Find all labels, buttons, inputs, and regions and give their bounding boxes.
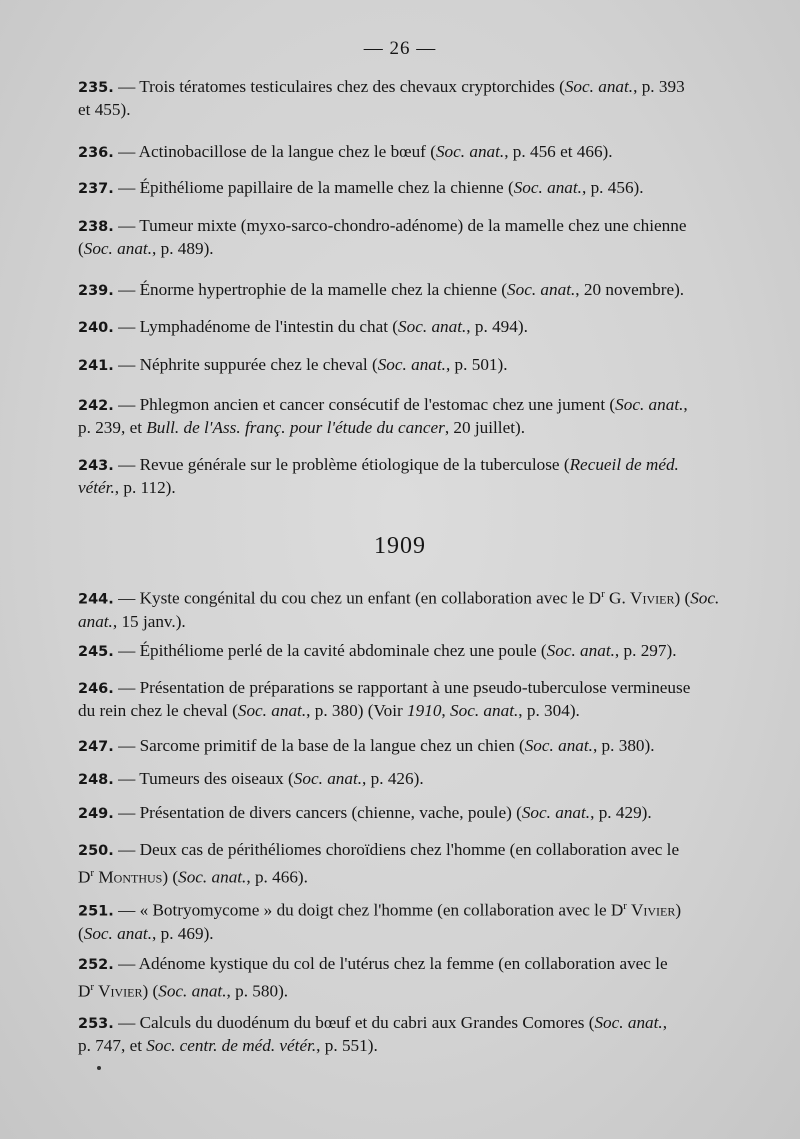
- entry-citation: Soc. anat.: [507, 280, 576, 299]
- entry-citation: Soc. anat.: [524, 736, 593, 755]
- entry-text: ,: [441, 701, 450, 720]
- entry-text: — Phlegmon ancien et cancer consécutif de l'estomac chez une jument (: [118, 395, 616, 414]
- list-item: [78, 768, 758, 791]
- entry-text: ): [675, 900, 682, 920]
- entry-text: , p. 393: [633, 77, 685, 96]
- list-item: [78, 394, 758, 439]
- list-item: [78, 76, 758, 121]
- list-item: [78, 279, 758, 302]
- superscript: r: [90, 981, 95, 993]
- entry-text: , p. 494).: [466, 317, 528, 336]
- entry-number: 245.: [78, 644, 114, 660]
- entry-text: (: [78, 923, 84, 943]
- author-name: Monthus: [94, 867, 163, 887]
- list-item: [78, 802, 758, 825]
- entry-text: ,: [683, 395, 688, 414]
- entry-text: , p. 380) (Voir: [306, 701, 408, 720]
- entry-citation: Soc. anat.: [237, 701, 307, 720]
- entry-text: , p. 489).: [152, 239, 214, 258]
- entry-citation: Soc. anat.: [293, 769, 363, 788]
- entry-citation: Soc. centr. de méd. vétér.: [146, 1036, 317, 1055]
- entry-number: 244.: [78, 591, 114, 608]
- entry-number: 253.: [78, 1016, 114, 1032]
- entry-number: 236.: [78, 145, 114, 161]
- entry-text: — Trois tératomes testiculaires chez des chevaux cryptorchides (: [118, 77, 565, 96]
- list-item: [78, 839, 758, 889]
- entry-text: — Sarcome primitif de la base de la langue chez un chien (: [118, 736, 525, 755]
- entry-citation: Soc. anat.: [513, 178, 582, 197]
- entry-citation: Bull. de l'Ass. franç. pour l'étude du cancer: [146, 418, 445, 437]
- list-item: [78, 895, 758, 945]
- list-item: [78, 677, 758, 722]
- entry-text: — Tumeur mixte (myxo-sarco-chondro-adénome) de la mamelle chez une chienne: [118, 216, 687, 235]
- entry-text: ) (: [674, 588, 691, 608]
- entry-text: — Actinobacillose de la langue chez le bœuf (: [118, 142, 436, 161]
- list-item: [78, 141, 758, 164]
- list-item: [78, 735, 758, 758]
- entry-citation: Soc. anat.: [564, 77, 634, 96]
- entry-citation: Soc. anat.: [83, 239, 152, 258]
- entry-text-continued: et 455).: [78, 100, 131, 119]
- entry-citation: Soc. anat.: [615, 395, 684, 414]
- entry-citation: Soc. anat.: [521, 803, 591, 822]
- superscript: r: [90, 867, 95, 879]
- entry-citation: Soc. anat.: [178, 867, 247, 887]
- page-number: — 26 —: [363, 38, 437, 59]
- list-item: [78, 354, 758, 377]
- entry-text: — Néphrite suppurée chez le cheval (: [118, 355, 378, 374]
- entry-number: 239.: [78, 283, 114, 299]
- entry-text: — Tumeurs des oiseaux (: [118, 769, 294, 788]
- entry-number: 241.: [78, 358, 114, 374]
- entry-number: 250.: [78, 843, 114, 859]
- author-name: Vivier: [626, 900, 676, 920]
- entry-text: ) (: [142, 981, 159, 1001]
- entry-text: — Épithéliome perlé de la cavité abdominale chez une poule (: [118, 641, 547, 660]
- entry-text: — Deux cas de périthéliomes choroïdiens chez l'homme (en collaboration avec le: [118, 840, 680, 859]
- list-item: [78, 454, 758, 499]
- entry-text: p. 239, et: [78, 418, 147, 437]
- entry-number: 248.: [78, 772, 114, 788]
- entry-number: 247.: [78, 739, 114, 755]
- entry-text: — Énorme hypertrophie de la mamelle chez la chienne (: [118, 280, 508, 299]
- entry-number: 252.: [78, 957, 114, 973]
- entry-citation: vétér.: [78, 478, 115, 497]
- entry-number: 242.: [78, 398, 114, 414]
- entry-citation: Soc. anat.: [83, 923, 152, 943]
- entry-number: 243.: [78, 458, 114, 474]
- entry-text: , p. 456).: [581, 178, 644, 197]
- entry-citation: Soc. anat.: [398, 317, 467, 336]
- entry-number: 237.: [78, 181, 114, 197]
- entry-text: — Présentation de préparations se rapportant à une pseudo-tuberculose vermineuse: [118, 678, 691, 697]
- year-heading: 1909: [374, 533, 426, 559]
- entry-text: , p. 112).: [114, 478, 176, 497]
- entry-text: — Revue générale sur le problème étiologique de la tuberculose (: [118, 455, 570, 474]
- entry-text: G.: [604, 588, 631, 608]
- entry-citation: Soc. anat.: [158, 981, 227, 1001]
- entry-text: , 15 janv.).: [112, 611, 186, 631]
- entry-text: ) (: [162, 867, 179, 887]
- list-item: [78, 215, 758, 260]
- entry-text: — Épithéliome papillaire de la mamelle chez la chienne (: [118, 178, 514, 197]
- entry-number: 251.: [78, 903, 114, 920]
- entry-text: , p. 501).: [445, 355, 508, 374]
- author-name: Vivier: [94, 981, 143, 1001]
- entry-text: ,: [662, 1013, 668, 1032]
- entry-citation: 1910: [407, 701, 442, 720]
- list-item: [78, 583, 758, 633]
- entry-text: , p. 429).: [590, 803, 652, 822]
- entry-text: , 20 juillet).: [444, 418, 526, 437]
- entry-citation: anat.: [78, 611, 113, 631]
- entry-text: — « Botryomycome » du doigt chez l'homme (en collaboration avec le D: [118, 900, 624, 920]
- entry-number: 246.: [78, 681, 114, 697]
- entry-citation: Soc. anat.: [435, 142, 505, 161]
- entry-text: , p. 304).: [518, 701, 580, 720]
- entry-text: , p. 426).: [362, 769, 424, 788]
- superscript: r: [601, 588, 605, 600]
- entry-text: , p. 580).: [226, 981, 289, 1001]
- entry-text: , p. 469).: [152, 923, 214, 943]
- list-item: [78, 640, 758, 663]
- entry-citation: Soc. anat.: [377, 355, 446, 374]
- entry-text: p. 747, et: [78, 1036, 147, 1055]
- author-name: Vivier: [630, 588, 675, 608]
- entry-text: , p. 380).: [592, 736, 655, 755]
- entry-text: (: [78, 239, 84, 258]
- list-item: [78, 177, 758, 200]
- entry-number: 238.: [78, 219, 114, 235]
- entry-text: — Kyste congénital du cou chez un enfant (en collaboration avec le D: [118, 588, 602, 608]
- entry-text: — Présentation de divers cancers (chienne, vache, poule) (: [118, 803, 522, 822]
- print-speck: [97, 1066, 101, 1070]
- entry-number: 249.: [78, 806, 114, 822]
- list-item: [78, 316, 758, 339]
- entry-text: — Calculs du duodénum du bœuf et du cabri aux Grandes Comores (: [118, 1013, 595, 1032]
- entry-citation: Soc. anat.: [450, 701, 519, 720]
- entry-text: D: [78, 867, 91, 887]
- entry-text: , p. 456 et 466).: [504, 142, 613, 161]
- superscript: r: [623, 900, 627, 912]
- entry-citation: Recueil de méd.: [569, 455, 679, 474]
- entry-citation: Soc. anat.: [594, 1013, 663, 1032]
- entry-text: , p. 466).: [246, 867, 308, 887]
- entry-text: , 20 novembre).: [575, 280, 685, 299]
- entry-number: 235.: [78, 80, 114, 96]
- entry-citation: Soc.: [690, 588, 720, 608]
- entry-text: , p. 551).: [316, 1036, 378, 1055]
- entry-citation: Soc. anat.: [546, 641, 615, 660]
- entry-text: D: [78, 981, 91, 1001]
- entry-text: — Adénome kystique du col de l'utérus chez la femme (en collaboration avec le: [118, 954, 668, 973]
- list-item: [78, 1012, 758, 1057]
- entry-number: 240.: [78, 320, 114, 336]
- entry-text: — Lymphadénome de l'intestin du chat (: [118, 317, 399, 336]
- entry-text: , p. 297).: [614, 641, 677, 660]
- entry-text: du rein chez le cheval (: [78, 701, 238, 720]
- list-item: [78, 953, 758, 1003]
